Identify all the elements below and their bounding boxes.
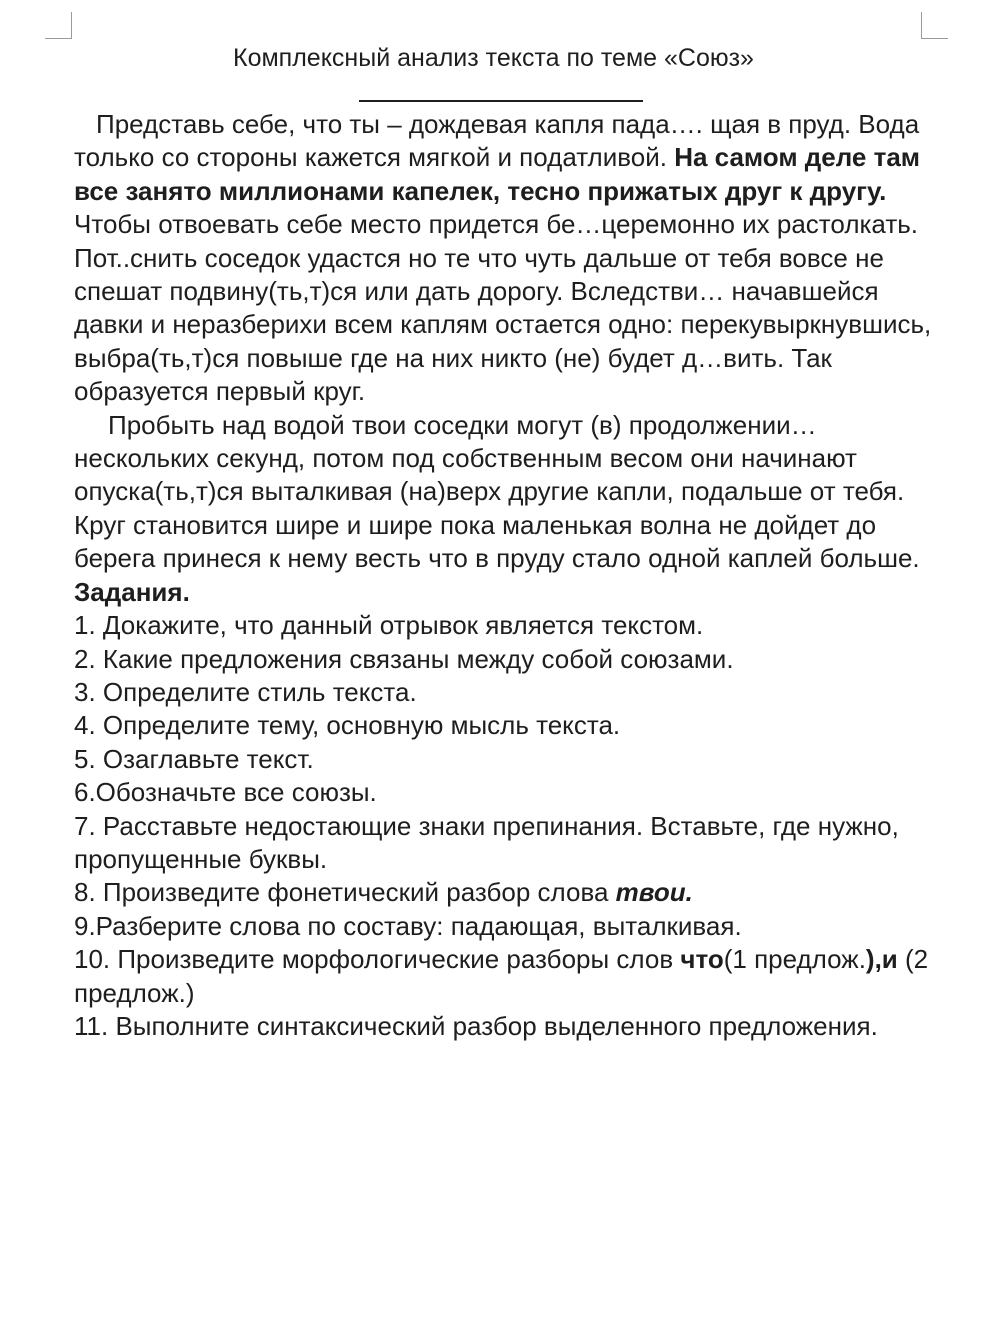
task-1: 1. Докажите, что данный отрывок является текстом.	[74, 610, 704, 641]
page-corner-mark-top-right	[921, 12, 948, 39]
task-10-word-1: что	[680, 944, 724, 975]
task-6: 6.Обозначьте все союзы.	[74, 777, 377, 808]
page-corner-mark-top-left	[45, 12, 72, 39]
document-title: Комплексный анализ текста по теме «Союз»	[233, 44, 754, 72]
task-3: 3. Определите стиль текста.	[74, 676, 417, 707]
task-10-end: (2 предлож.)	[74, 944, 929, 1008]
task-10-word-2: ),и	[865, 944, 898, 975]
paragraph-1	[74, 108, 934, 409]
task-7: 7. Расставьте недостающие знаки препинания. Вставьте, где нужно, пропущенные буквы.	[74, 810, 899, 874]
task-8-text: 8. Произведите фонетический разбор слова	[74, 877, 616, 908]
paragraph-1-text-end: Чтобы отвоевать себе место придется бе…церемонно их растолкать. Пот..снить соседок удастся но те что чуть дальше от тебя вовсе не спешат подвину(ть,т)ся или дать дорогу. Вследстви… начавшейся давки и неразберихи всем каплям остается одно: перекувыркнувшись, выбра(ть,т)ся повыше где на них никто (не) будет д…вить. Так образуется первый круг.	[74, 209, 932, 407]
paragraph-2: Пробыть над водой твои соседки могут (в) продолжении… нескольких секунд, потом под собственным весом они начинают опуска(ть,т)ся выталкивая (на)верх другие капли, подальше от тебя. Круг становится шире и шире пока маленькая волна не дойдет до берега принеся к нему весть что в пруду стало одной каплей больше.	[74, 409, 920, 574]
document-body	[74, 108, 934, 1043]
paragraph-1-text-start: Представь себе, что ты – дождевая капля пада…. щая в пруд. Вода только со стороны кажется мягкой и податливой.	[74, 109, 920, 173]
task-5: 5. Озаглавьте текст.	[74, 743, 314, 774]
highlighted-sentence: На самом деле там все занято миллионами капелек, тесно прижатых друг к другу.	[74, 142, 921, 206]
task-4: 4. Определите тему, основную мысль текста.	[74, 710, 621, 741]
task-11: 11. Выполните синтаксический разбор выделенного предложения.	[74, 1010, 878, 1041]
task-2: 2. Какие предложения связаны между собой союзами.	[74, 643, 734, 674]
task-10	[74, 943, 934, 1010]
task-10-middle: (1 предлож.	[723, 944, 866, 975]
title-underline	[359, 100, 643, 102]
task-9: 9.Разберите слова по составу: падающая, выталкивая.	[74, 910, 742, 941]
task-10-text: 10. Произведите морфологические разборы слов	[74, 944, 681, 975]
task-8-word: твои.	[615, 877, 693, 908]
tasks-heading: Задания.	[74, 576, 190, 607]
task-8	[74, 876, 934, 909]
